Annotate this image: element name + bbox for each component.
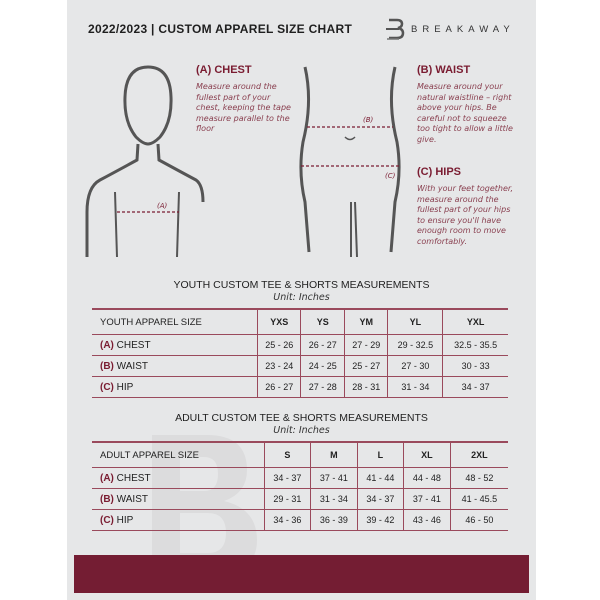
table-header-row [92,309,508,335]
table-cell: 34 - 37 [264,468,311,489]
hips-instructions [417,166,517,247]
row-name: WAIST [116,360,148,372]
table-cell: 32.5 - 35.5 [443,335,508,356]
adult-section-title: ADULT CUSTOM TEE & SHORTS MEASUREMENTS [175,412,428,424]
column-header: L [357,442,404,468]
row-name: CHEST [116,339,151,351]
row-name: HIP [116,514,134,526]
table-cell: 29 - 31 [264,489,311,510]
table-cell: 26 - 27 [257,377,301,398]
table-cell: 46 - 50 [450,510,508,531]
table-cell: 24 - 25 [301,356,345,377]
table-cell: 44 - 48 [404,468,451,489]
column-header: M [311,442,358,468]
row-label [92,489,264,510]
column-header: YXS [257,309,301,335]
table-cell: 48 - 52 [450,468,508,489]
chest-text: Measure around the fullest part of your chest, keeping the tape measure parallel to the floor [196,82,291,133]
table-cell: 23 - 24 [257,356,301,377]
column-header: YM [344,309,388,335]
waist-marker: (B) [363,116,374,124]
table-cell: 34 - 37 [443,377,508,398]
table-row [92,489,508,510]
row-label [92,356,257,377]
column-header: YOUTH APPAREL SIZE [100,316,202,328]
chest-marker: (A) [157,202,168,210]
table-row [92,335,508,356]
row-code: (A) [100,339,114,351]
table-cell: 36 - 39 [311,510,358,531]
table-cell: 34 - 37 [357,489,404,510]
lower-body-figure [295,62,405,262]
row-name: HIP [116,381,134,393]
torso-figure [75,62,205,262]
column-header: YXL [443,309,508,335]
row-code: (C) [100,381,114,393]
youth-unit: Unit: Inches [273,292,330,303]
table-row [92,468,508,489]
hips-marker: (C) [385,172,396,180]
footer-bar [74,555,529,593]
table-cell: 39 - 42 [357,510,404,531]
table-cell: 25 - 26 [257,335,301,356]
row-code: (B) [100,360,114,372]
hips-title: (C) HIPS [417,166,461,178]
waist-text: Measure around your natural waistline – right above your hips. Be careful not to squeeze too tight to allow a little give. [417,82,513,144]
table-row [92,356,508,377]
table-header-row [92,442,508,468]
chest-title: (A) CHEST [196,64,252,76]
table-cell: 28 - 31 [344,377,388,398]
row-label [92,335,257,356]
brand-logo [385,18,515,40]
table-row [92,510,508,531]
page-title: 2022/2023 | CUSTOM APPAREL SIZE CHART [88,22,353,36]
youth-size-table [92,308,508,398]
row-label [92,377,257,398]
column-header: S [264,442,311,468]
table-cell: 41 - 45.5 [450,489,508,510]
chest-instructions [196,64,294,135]
table-row [92,377,508,398]
table-cell: 27 - 28 [301,377,345,398]
waist-instructions [417,64,517,145]
table-cell: 30 - 33 [443,356,508,377]
hips-text: With your feet together, measure around the fullest part of your hips to ensure you'll have enough room to move comfortably. [417,184,514,246]
column-header: 2XL [450,442,508,468]
table-cell: 37 - 41 [404,489,451,510]
row-code: (C) [100,514,114,526]
column-header: YS [301,309,345,335]
table-cell: 31 - 34 [311,489,358,510]
column-header: XL [404,442,451,468]
row-code: (A) [100,472,114,484]
table-cell: 27 - 30 [388,356,443,377]
table-cell: 34 - 36 [264,510,311,531]
brand-name: BREAKAWAY [411,23,515,35]
row-name: WAIST [116,493,148,505]
table-cell: 37 - 41 [311,468,358,489]
table-cell: 41 - 44 [357,468,404,489]
table-cell: 43 - 46 [404,510,451,531]
adult-unit: Unit: Inches [273,425,330,436]
table-cell: 31 - 34 [388,377,443,398]
row-code: (B) [100,493,114,505]
row-label [92,510,264,531]
column-header: YL [388,309,443,335]
row-label [92,468,264,489]
row-name: CHEST [116,472,151,484]
table-cell: 27 - 29 [344,335,388,356]
youth-section-title: YOUTH CUSTOM TEE & SHORTS MEASUREMENTS [173,279,430,291]
brand-logo-icon [385,18,405,40]
waist-title: (B) WAIST [417,64,471,76]
table-cell: 29 - 32.5 [388,335,443,356]
adult-size-table [92,441,508,531]
table-cell: 25 - 27 [344,356,388,377]
column-header: ADULT APPAREL SIZE [100,449,199,461]
size-chart-page [67,0,536,600]
table-cell: 26 - 27 [301,335,345,356]
